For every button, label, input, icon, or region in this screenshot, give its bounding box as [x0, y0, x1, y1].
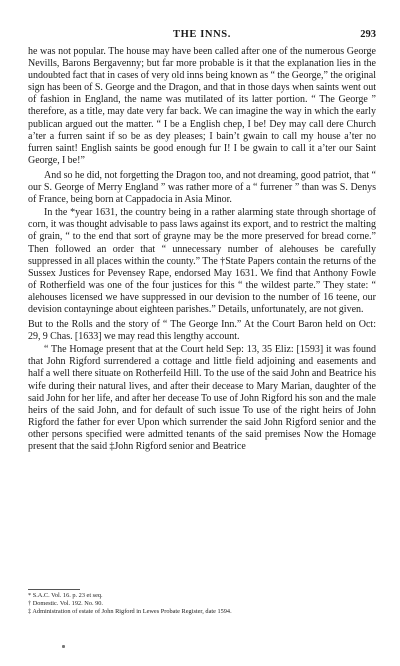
running-title: THE INNS.: [173, 29, 231, 40]
paragraph-dragon: And so he did, not forgetting the Dragon too, and not dreaming, good patriot, that “ our S. George of Merry England ” was rather more of a “ furrener ” than was S. Denys of France, being born at Cappadocia in Asia Minor.: [28, 169, 376, 206]
footnote: ‡ Administration of estate of John Rigford in Lewes Probate Register, date 1594.: [28, 608, 232, 615]
footnote-rule: [28, 589, 80, 590]
body-text: [28, 46, 376, 453]
paragraph-homage: “ The Homage present that at the Court held Sep: 13, 35 Eliz: [1593] it was found that John Rigford surrendered a cottage and little field adjoining and easements and half a well there situate on Rotherfeild Hill. To the use of the said John and Beatrice his wife during their natural lives, and after their decease to Mary Marian, daughter of the said John for her life, and after her decease To use of John Rigford his son and the male heirs of the said John, and for default of such issue To use of the right heirs of John Rigford the father for ever Upon which surrender the said John Rigford senior and the other persons specified were admitted tenants of the said premises Now the Homage present that the said ‡John Rigford senior and Beatrice: [28, 344, 376, 452]
paragraph-continuation: he was not popular. The house may have been called after one of the numerous George Nevills, Barons Bergavenny; but far more probable is it that the explanation lies in the undoubted fact that in cases of very old inns being known as “ the George,” the original sign has been of S. George and the Dragon, and that in those days when saints went out of fashion in England, the name was mutilated of its latter portion. “ The George ” therefore, as a title, may date very far back. We can imagine the way in which the early publican argued out the matter. “ I be a English chep, I be! Dey may call dere Church a’ter a furren saint if so be as dey pleases; I bain’t gwain to call my house a’ter no furren saint! English saints be good enough fur I! I be gwain to call it a’ter our Saint George, I be!”: [28, 46, 376, 166]
running-head: [28, 29, 376, 43]
footnote: † Domestic. Vol. 192. No. 90.: [28, 600, 103, 607]
footnotes: [28, 592, 376, 616]
paragraph-rolls: But to the Rolls and the story of “ The George Inn.” At the Court Baron held on Oct: 29, 9 Chas. [1633] we may read this lengthy account.: [28, 319, 376, 343]
footnote: * S.A.C. Vol. 16. p. 23 et seq.: [28, 592, 103, 599]
print-blemish: [62, 645, 65, 648]
paragraph-alehouses: In the *year 1631, the country being in a rather alarming state through shortage of corn, it was thought advisable to pass laws against its export, and to restrict the malting of grain, “ to the end that sort of grayne may be the more preserved for bread corne.” Then followed an order that “ unnecessary number of alehouses be carefully suppressed in all places within the county.” The †State Papers contain the returns of the Sussex Justices for Pevensey Rape, endorsed May 1631. We find that Anthony Fowle of Rotherfield was one of the four justices for this “ the wildest parte.” They state: “ alehouses licensed we have suppressed in our devision to the number of 16 teene, our devision contayninge about eighteen parishes.” Details, unfortunately, are not given.: [28, 207, 376, 315]
page-number: 293: [360, 29, 376, 40]
